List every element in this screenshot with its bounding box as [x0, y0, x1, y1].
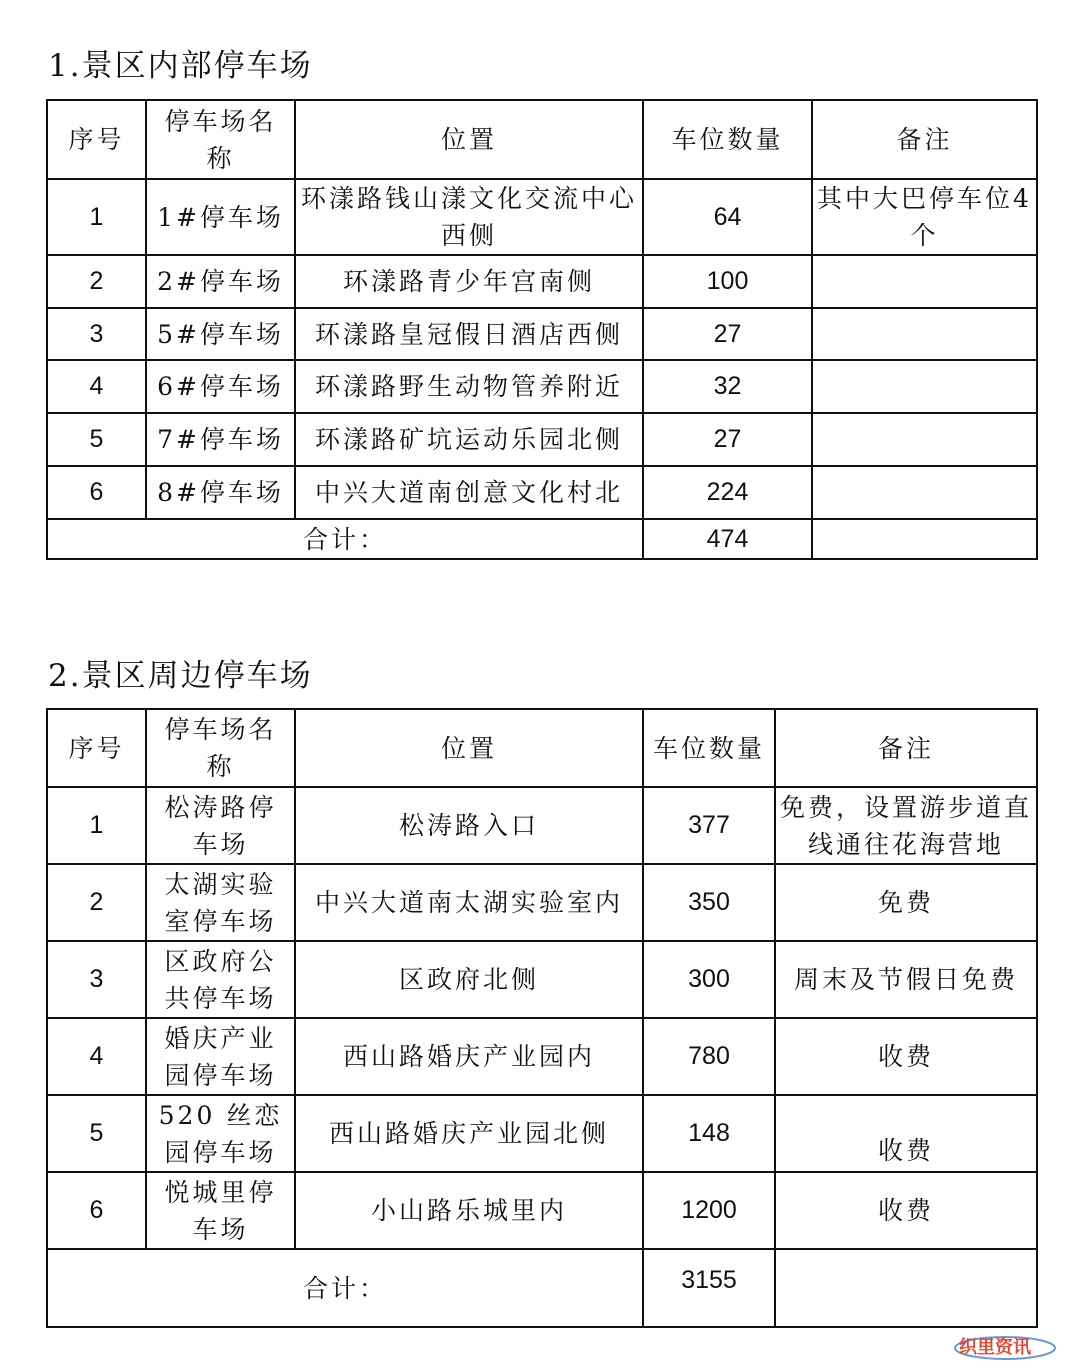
total-label: 合计：: [47, 519, 643, 559]
row-spaces: 224: [643, 466, 812, 519]
internal-parking-table: [46, 99, 1038, 560]
header-name: 停车场名称: [146, 100, 295, 179]
table-row: [47, 308, 1037, 360]
row-location: 环漾路矿坑运动乐园北侧: [295, 413, 643, 466]
table-row: [47, 360, 1037, 413]
watermark-text: 织里资讯: [959, 1337, 1031, 1358]
row-no: 3: [47, 308, 146, 360]
row-location: 中兴大道南太湖实验室内: [295, 864, 643, 941]
row-spaces: 780: [643, 1018, 775, 1095]
table-header-row: [47, 100, 1037, 179]
row-name: 太湖实验室停车场: [146, 864, 295, 941]
table-header-row: [47, 709, 1037, 787]
header-note: 备注: [775, 709, 1037, 787]
total-note: [812, 519, 1037, 559]
row-no: 5: [47, 1095, 146, 1172]
brand-logo-icon: [953, 1329, 1058, 1363]
row-name: 5#停车场: [146, 308, 295, 360]
row-no: 4: [47, 1018, 146, 1095]
table-row: [47, 1172, 1037, 1249]
row-spaces: 1200: [643, 1172, 775, 1249]
table-row: [47, 466, 1037, 519]
row-note: 收费: [775, 1095, 1037, 1172]
row-note: [812, 308, 1037, 360]
table-row: [47, 1018, 1037, 1095]
row-spaces: 300: [643, 941, 775, 1018]
total-value: 3155: [643, 1249, 775, 1327]
row-no: 1: [47, 787, 146, 864]
table-row: [47, 787, 1037, 864]
row-location: 环漾路钱山漾文化交流中心西侧: [295, 179, 643, 255]
table-row: [47, 864, 1037, 941]
row-name: 区政府公共停车场: [146, 941, 295, 1018]
row-note: [812, 466, 1037, 519]
row-name: 6#停车场: [146, 360, 295, 413]
header-name: 停车场名称: [146, 709, 295, 787]
row-name: 8#停车场: [146, 466, 295, 519]
row-name: 7#停车场: [146, 413, 295, 466]
table-row: [47, 255, 1037, 308]
row-location: 西山路婚庆产业园内: [295, 1018, 643, 1095]
row-spaces: 27: [643, 413, 812, 466]
row-no: 6: [47, 466, 146, 519]
row-spaces: 350: [643, 864, 775, 941]
row-name: 520 丝恋园停车场: [146, 1095, 295, 1172]
total-value: 474: [643, 519, 812, 559]
row-location: 小山路乐城里内: [295, 1172, 643, 1249]
row-location: 中兴大道南创意文化村北: [295, 466, 643, 519]
row-name: 悦城里停车场: [146, 1172, 295, 1249]
header-spaces: 车位数量: [643, 709, 775, 787]
row-name: 1#停车场: [146, 179, 295, 255]
row-name: 松涛路停车场: [146, 787, 295, 864]
header-no: 序号: [47, 709, 146, 787]
row-spaces: 377: [643, 787, 775, 864]
row-note: 其中大巴停车位4个: [812, 179, 1037, 255]
total-label: 合计：: [47, 1249, 643, 1327]
total-row: [47, 519, 1037, 559]
header-no: 序号: [47, 100, 146, 179]
total-note: [775, 1249, 1037, 1327]
row-spaces: 64: [643, 179, 812, 255]
header-spaces: 车位数量: [643, 100, 812, 179]
row-note: 周末及节假日免费: [775, 941, 1037, 1018]
row-location: 环漾路皇冠假日酒店西侧: [295, 308, 643, 360]
table-row: [47, 413, 1037, 466]
row-no: 6: [47, 1172, 146, 1249]
row-spaces: 100: [643, 255, 812, 308]
row-no: 1: [47, 179, 146, 255]
row-no: 4: [47, 360, 146, 413]
row-location: 区政府北侧: [295, 941, 643, 1018]
row-no: 5: [47, 413, 146, 466]
row-note: [812, 255, 1037, 308]
row-name: 2#停车场: [146, 255, 295, 308]
row-note: [812, 360, 1037, 413]
total-row: [47, 1249, 1037, 1327]
row-spaces: 32: [643, 360, 812, 413]
table-row: [47, 941, 1037, 1018]
row-note: [812, 413, 1037, 466]
row-no: 3: [47, 941, 146, 1018]
row-no: 2: [47, 864, 146, 941]
header-location: 位置: [295, 709, 643, 787]
row-no: 2: [47, 255, 146, 308]
table-row: [47, 179, 1037, 255]
table-row: [47, 1095, 1037, 1172]
header-note: 备注: [812, 100, 1037, 179]
row-note: 收费: [775, 1018, 1037, 1095]
row-location: 西山路婚庆产业园北侧: [295, 1095, 643, 1172]
row-note: 免费: [775, 864, 1037, 941]
section1-title: 1.景区内部停车场: [48, 48, 313, 84]
row-spaces: 148: [643, 1095, 775, 1172]
row-note: 免费，设置游步道直线通往花海营地: [775, 787, 1037, 864]
row-location: 环漾路野生动物管养附近: [295, 360, 643, 413]
surrounding-parking-table: [46, 708, 1038, 1328]
row-location: 环漾路青少年宫南侧: [295, 255, 643, 308]
section2-title: 2.景区周边停车场: [48, 658, 313, 694]
row-location: 松涛路入口: [295, 787, 643, 864]
row-note: 收费: [775, 1172, 1037, 1249]
row-spaces: 27: [643, 308, 812, 360]
header-location: 位置: [295, 100, 643, 179]
row-name: 婚庆产业园停车场: [146, 1018, 295, 1095]
